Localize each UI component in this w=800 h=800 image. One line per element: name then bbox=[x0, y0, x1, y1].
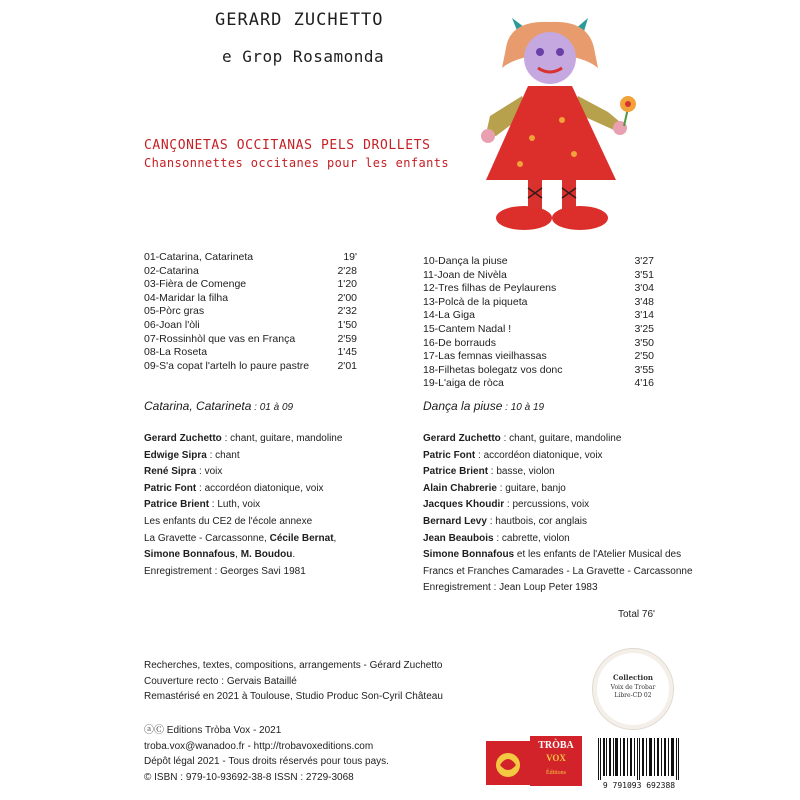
credit-role: : Luth, voix bbox=[209, 499, 261, 511]
credit-name: Patric Font bbox=[144, 482, 197, 494]
artist-name: GERARD ZUCHETTO bbox=[215, 10, 384, 30]
credit-role: et les enfants de l'Atelier Musical des bbox=[514, 549, 682, 561]
track-duration: 2'59 bbox=[337, 332, 357, 345]
track-item bbox=[423, 350, 654, 364]
credit-line bbox=[144, 531, 414, 548]
credit-role: : cabrette, violon bbox=[493, 532, 570, 544]
track-duration: 1'20 bbox=[337, 278, 357, 291]
track-item bbox=[423, 309, 654, 323]
track-title: 19-L'aiga de ròca bbox=[423, 377, 504, 390]
credit-role: Les enfants du CE2 de l'école annexe bbox=[144, 515, 313, 527]
credit-line bbox=[423, 431, 693, 448]
credit-role: Enregistrement : Georges Savi 1981 bbox=[144, 565, 306, 577]
credit-role: , bbox=[333, 532, 337, 544]
track-item bbox=[423, 377, 654, 391]
credit-name: Gerard Zuchetto bbox=[423, 433, 501, 444]
track-duration: 19' bbox=[343, 251, 357, 263]
track-title: 14-La Giga bbox=[423, 309, 475, 322]
credit-role: : voix bbox=[196, 466, 223, 478]
publisher-logo-icon bbox=[486, 741, 530, 785]
track-duration: 3'55 bbox=[634, 363, 654, 376]
track-duration: 3'51 bbox=[634, 268, 654, 281]
total-duration: Total 76' bbox=[618, 609, 655, 620]
section-range: : 01 à 09 bbox=[251, 402, 294, 413]
credit-role: La Gravette - Carcassonne, bbox=[144, 532, 270, 544]
credit-line bbox=[144, 497, 414, 514]
tracklist-right bbox=[423, 255, 654, 391]
track-item bbox=[144, 333, 357, 347]
section-title-right bbox=[423, 399, 544, 413]
track-title: 18-Filhetas bolegatz vos donc bbox=[423, 363, 563, 376]
track-item bbox=[144, 292, 357, 306]
credit-role: : accordéon diatonique, voix bbox=[196, 482, 324, 494]
track-title: 11-Joan de Nivèla bbox=[423, 268, 507, 281]
credit-role: Francs et Franches Camarades - La Gravette - Carcassonne bbox=[423, 565, 693, 577]
credit-line bbox=[144, 514, 414, 531]
credit-name: Alain Chabrerie bbox=[423, 482, 497, 494]
credit-name: Edwige Sipra bbox=[144, 449, 207, 461]
track-title: 01-Catarina, Catarineta bbox=[144, 251, 254, 263]
track-item bbox=[423, 255, 654, 269]
track-item bbox=[144, 346, 357, 360]
credit-role: : hautbois, cor anglais bbox=[486, 515, 587, 527]
credit-role: : chant, guitare, mandoline bbox=[500, 433, 622, 444]
track-title: 02-Catarina bbox=[144, 264, 199, 277]
track-item bbox=[423, 337, 654, 351]
girl-drawing-illustration bbox=[470, 8, 650, 238]
credit-role: : chant, guitare, mandoline bbox=[221, 433, 343, 444]
logo-text: VOX bbox=[546, 753, 566, 763]
credit-role: . bbox=[292, 549, 296, 561]
credit-name: Cécile Bernat bbox=[269, 532, 334, 544]
credit-role: : chant bbox=[206, 449, 240, 461]
track-duration: 3'14 bbox=[634, 309, 654, 322]
credit-role: : basse, violon bbox=[488, 466, 555, 478]
track-duration: 2'28 bbox=[337, 264, 357, 277]
track-item bbox=[423, 296, 654, 310]
credit-name: Simone Bonnafous bbox=[144, 549, 236, 561]
track-title: 04-Maridar la filha bbox=[144, 291, 229, 304]
credit-line bbox=[423, 481, 693, 498]
credit-name: Patrice Brient bbox=[423, 466, 489, 478]
credits-left bbox=[144, 431, 414, 580]
track-item bbox=[144, 305, 357, 319]
credit-line bbox=[423, 514, 693, 531]
track-title: 09-S'a copat l'artelh lo paure pastre bbox=[144, 359, 310, 372]
contact-line: troba.vox@wanadoo.fr - http://trobavoxeditions.com bbox=[144, 740, 374, 752]
credit-line bbox=[144, 564, 414, 581]
credit-line bbox=[144, 547, 414, 564]
track-duration: 3'50 bbox=[634, 336, 654, 349]
credit-line bbox=[423, 531, 693, 548]
track-duration: 3'27 bbox=[634, 255, 654, 267]
credit-line bbox=[423, 580, 693, 597]
tracklist-left bbox=[144, 251, 357, 373]
seal-line: Voix de Trobar bbox=[610, 684, 656, 691]
album-title-occitan: CANÇONETAS OCCITANAS PELS DROLLETS bbox=[144, 138, 431, 153]
barcode-digits: 9 791093 692388 bbox=[602, 781, 676, 790]
group-name: e Grop Rosamonda bbox=[222, 47, 385, 66]
track-title: 07-Rossinhòl que vas en França bbox=[144, 332, 296, 345]
credit-line bbox=[144, 481, 414, 498]
seal-line: Libre-CD 02 bbox=[614, 692, 652, 699]
track-item bbox=[423, 282, 654, 296]
track-title: 05-Pòrc gras bbox=[144, 305, 205, 318]
credit-line bbox=[423, 497, 693, 514]
credit-name: Jean Beaubois bbox=[423, 532, 494, 544]
track-duration: 4'16 bbox=[634, 377, 654, 390]
track-title: 12-Tres filhas de Peylaurens bbox=[423, 282, 557, 295]
track-item bbox=[144, 265, 357, 279]
credit-role: : guitare, banjo bbox=[496, 482, 566, 494]
credit-role: Enregistrement : Jean Loup Peter 1983 bbox=[423, 582, 598, 594]
edition-line: ⓐⒸ Editions Tròba Vox - 2021 bbox=[144, 725, 282, 736]
track-item bbox=[144, 360, 357, 374]
track-duration: 2'00 bbox=[337, 291, 357, 304]
section-range: : 10 à 19 bbox=[502, 402, 545, 413]
credits-right bbox=[423, 431, 693, 597]
track-item bbox=[423, 269, 654, 283]
section-title: Dança la piuse bbox=[423, 399, 503, 413]
track-item bbox=[144, 251, 357, 265]
footer-line: Remastérisé en 2021 à Toulouse, Studio Produc Son-Cyril Château bbox=[144, 691, 443, 702]
seal-title: Collection bbox=[613, 673, 653, 682]
legal-line: Dépôt légal 2021 - Tous droits réservés pour tous pays. bbox=[144, 756, 389, 767]
credit-line bbox=[423, 448, 693, 465]
barcode-icon bbox=[592, 736, 687, 790]
credit-name: Jacques Khoudir bbox=[423, 499, 505, 511]
logo-text: Éditions bbox=[545, 770, 566, 776]
footer-line: Couverture recto : Gervais Bataillé bbox=[144, 675, 297, 687]
track-duration: 3'48 bbox=[634, 295, 654, 308]
credit-name: Bernard Levy bbox=[423, 515, 487, 527]
track-title: 16-De borrauds bbox=[423, 336, 496, 349]
credit-name: René Sipra bbox=[144, 466, 197, 478]
credit-line bbox=[423, 547, 693, 564]
credit-role: , bbox=[235, 549, 241, 561]
track-title: 08-La Roseta bbox=[144, 346, 208, 359]
track-item bbox=[423, 323, 654, 337]
credit-name: Patric Font bbox=[423, 449, 476, 461]
track-item bbox=[144, 319, 357, 333]
track-duration: 2'32 bbox=[337, 305, 357, 318]
track-duration: 3'25 bbox=[634, 322, 654, 335]
credit-name: Patrice Brient bbox=[144, 499, 210, 511]
album-title-french: Chansonnettes occitanes pour les enfants bbox=[144, 156, 449, 170]
isbn-line: © ISBN : 979-10-93692-38-8 ISSN : 2729-3068 bbox=[144, 771, 354, 783]
track-duration: 1'50 bbox=[337, 318, 357, 331]
credit-line bbox=[144, 431, 414, 448]
track-duration: 1'45 bbox=[337, 346, 357, 359]
credit-name: M. Boudou bbox=[240, 549, 293, 561]
collection-seal bbox=[592, 648, 674, 730]
credit-name: Gerard Zuchetto bbox=[144, 433, 222, 444]
track-title: 03-Fièra de Comenge bbox=[144, 278, 247, 291]
track-title: 17-Las femnas vieilhassas bbox=[423, 350, 547, 363]
track-title: 13-Polcà de la piqueta bbox=[423, 295, 528, 308]
track-duration: 2'50 bbox=[634, 350, 654, 363]
track-item bbox=[144, 278, 357, 292]
track-title: 15-Cantem Nadal ! bbox=[423, 322, 512, 335]
track-item bbox=[423, 364, 654, 378]
track-duration: 2'01 bbox=[337, 359, 357, 372]
track-title: 06-Joan l'òli bbox=[144, 318, 200, 331]
production-credits bbox=[144, 658, 443, 705]
troba-vox-logo bbox=[530, 736, 582, 786]
credit-name: Simone Bonnafous bbox=[423, 549, 515, 561]
track-duration: 3'04 bbox=[634, 282, 654, 295]
credit-line bbox=[144, 464, 414, 481]
track-title: 10-Dança la piuse bbox=[423, 255, 508, 267]
credit-role: : percussions, voix bbox=[504, 499, 590, 511]
credit-line bbox=[423, 464, 693, 481]
credit-line bbox=[423, 564, 693, 581]
logo-text: TRÒBA bbox=[538, 740, 574, 751]
publisher-info bbox=[144, 723, 389, 785]
footer-line: Recherches, textes, compositions, arrangements - Gérard Zuchetto bbox=[144, 660, 443, 671]
section-title: Catarina, Catarineta bbox=[144, 399, 252, 413]
section-title-left bbox=[144, 399, 293, 413]
credit-role: : accordéon diatonique, voix bbox=[475, 449, 603, 461]
credit-line bbox=[144, 448, 414, 465]
